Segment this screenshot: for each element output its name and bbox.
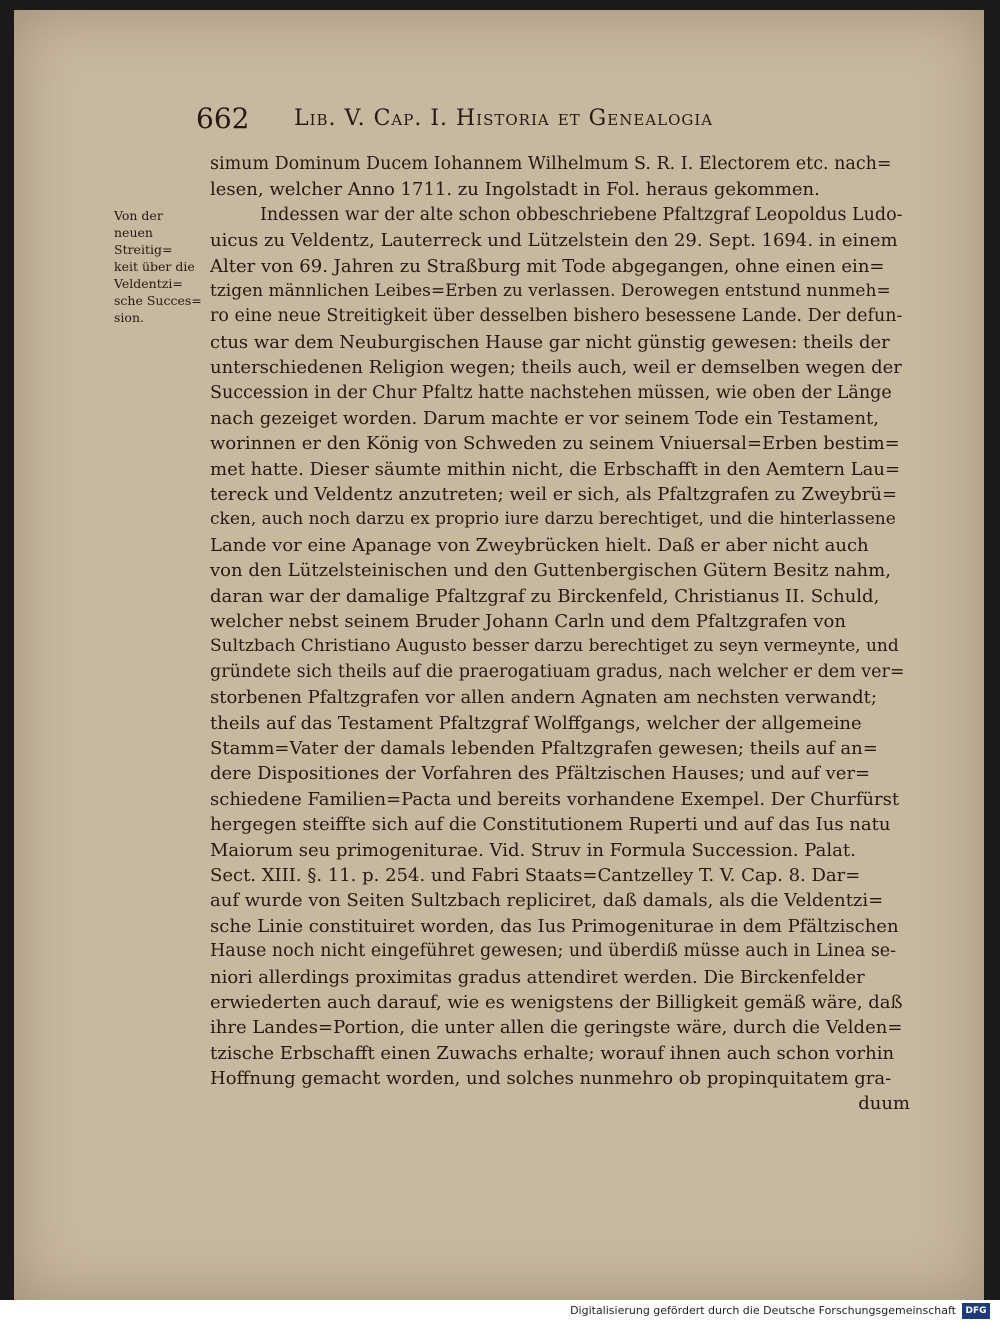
body-text (210, 152, 910, 1117)
text-line: Stamm=Vater der damals lebenden Pfaltzgrafen gewesen; theils auf an= (210, 737, 878, 759)
text-line: ro eine neue Streitigkeit über desselben bishero besessene Lande. Der defun- (210, 306, 903, 327)
margin-note-line: sche Succes= (114, 293, 202, 308)
margin-note (114, 207, 210, 326)
text-line: niori allerdings proximitas gradus attendiret werden. Die Birckenfelder (210, 966, 865, 988)
text-line: Lande vor eine Apanage von Zweybrücken hielt. Daß er aber nicht auch (210, 534, 869, 556)
text-line: unterschiedenen Religion wegen; theils auch, weil er demselben wegen der (210, 357, 902, 379)
text-line: storbenen Pfaltzgrafen vor allen andern Agnaten am nechsten verwandt; (210, 687, 877, 709)
text-line: tzigen männlichen Leibes=Erben zu verlassen. Derowegen entstund nunmeh= (210, 280, 891, 301)
text-line: Succession in der Chur Pfaltz hatte nachstehen müssen, wie oben der Länge (210, 382, 892, 403)
text-line: welcher nebst seinem Bruder Johann Carln und dem Pfaltzgrafen von (210, 611, 846, 633)
page-number: 662 (196, 102, 250, 135)
text-line: von den Lützelsteinischen und den Guttenbergischen Gütern Besitz nahm, (210, 560, 891, 582)
text-line: lesen, welcher Anno 1711. zu Ingolstadt in Fol. heraus gekommen. (210, 179, 820, 201)
text-line: Alter von 69. Jahren zu Straßburg mit Tode abgegangen, ohne einen ein= (210, 255, 885, 277)
text-line: theils auf das Testament Pfaltzgraf Wolffgangs, welcher der allgemeine (210, 712, 862, 734)
text-line: Sect. XIII. §. 11. p. 254. und Fabri Staats=Cantzelley T. V. Cap. 8. Dar= (210, 864, 861, 886)
running-title: Lib. V. Cap. I. Historia et Genealogia (294, 106, 714, 131)
margin-note-line: Von der (114, 208, 163, 223)
text-line: daran war der damalige Pfaltzgraf zu Birckenfeld, Christianus II. Schuld, (210, 585, 880, 607)
catchword: duum (858, 1093, 910, 1115)
margin-note-line: Streitig= (114, 242, 173, 257)
text-line: gründete sich theils auf die praerogatiuam gradus, nach welcher er dem ver= (210, 661, 905, 682)
text-line: tzische Erbschafft einen Zuwachs erhalte; worauf ihnen auch schon vorhin (210, 1042, 895, 1064)
dfg-logo: DFG (962, 1303, 990, 1319)
text-line: Hoffnung gemacht worden, und solches nunmehro ob propinquitatem gra- (210, 1068, 892, 1090)
margin-note-line: sion. (114, 310, 144, 325)
text-line: auf wurde von Seiten Sultzbach repliciret, daß damals, als die Veldentzi= (210, 890, 884, 912)
text-line: tereck und Veldentz anzutreten; weil er sich, als Pfaltzgrafen zu Zweybrü= (210, 484, 898, 506)
text-line: Maiorum seu primogeniturae. Vid. Struv in Formula Succession. Palat. (210, 839, 856, 861)
text-line: met hatte. Dieser säumte mithin nicht, die Erbschafft in den Aemtern Lau= (210, 458, 901, 480)
text-line: hergegen steiffte sich auf die Constitutionem Ruperti und auf das Ius natu (210, 814, 891, 836)
text-line: Sultzbach Christiano Augusto besser darzu berechtiget zu seyn vermeynte, und (210, 636, 899, 657)
text-line: schiedene Familien=Pacta und bereits vorhandene Exempel. Der Churfürst (210, 788, 900, 810)
digitization-credit: Digitalisierung gefördert durch die Deutsche Forschungsgemeinschaft (570, 1304, 956, 1317)
text-line: sche Linie constituiret worden, das Ius Primogeniturae in dem Pfältzischen (210, 915, 899, 937)
text-line: erwiederten auch darauf, wie es wenigstens der Billigkeit gemäß wäre, daß (210, 991, 903, 1013)
margin-note-line: neuen (114, 225, 153, 240)
page-header (196, 102, 896, 142)
text-line: dere Dispositiones der Vorfahren des Pfältzischen Hauses; und auf ver= (210, 763, 871, 785)
text-line: ctus war dem Neuburgischen Hause gar nicht günstig gewesen: theils der (210, 331, 890, 353)
text-line: worinnen er den König von Schweden zu seinem Vniuersal=Erben bestim= (210, 433, 900, 455)
text-line: cken, auch noch darzu ex proprio iure darzu berechtiget, und die hinterlassene (210, 509, 896, 530)
text-line: Indessen war der alte schon obbeschriebene Pfaltzgraf Leopoldus Ludo- (260, 204, 903, 225)
margin-note-line: keit über die (114, 259, 195, 274)
footer-bar (0, 1300, 1000, 1323)
text-line: nach gezeiget worden. Darum machte er vor seinem Tode ein Testament, (210, 407, 879, 429)
text-line: uicus zu Veldentz, Lauterreck und Lützelstein den 29. Sept. 1694. in einem (210, 230, 898, 252)
text-line: ihre Landes=Portion, die unter allen die geringste wäre, durch die Velden= (210, 1017, 903, 1039)
margin-note-line: Veldentzi= (114, 276, 183, 291)
text-line: simum Dominum Ducem Iohannem Wilhelmum S. R. I. Electorem etc. nach= (210, 154, 892, 174)
text-line: Hause noch nicht eingeführet gewesen; und überdiß müsse auch in Linea se- (210, 941, 897, 962)
